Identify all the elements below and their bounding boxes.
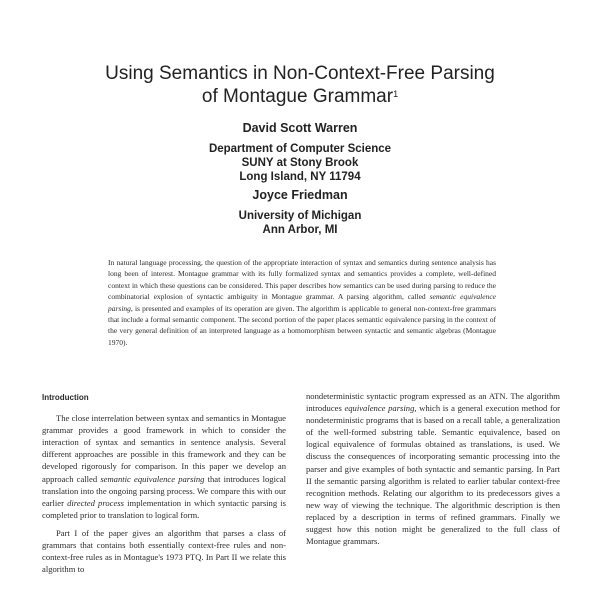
- text-run: implementation in which syntactic parsing is completed prior to translation to logical form.: [42, 497, 287, 520]
- emphasis-text: equivalence parsing: [344, 403, 415, 414]
- emphasis-text: directed process: [67, 497, 124, 508]
- title-footnote-mark: 1: [393, 89, 399, 99]
- author-block-1: [0, 120, 600, 184]
- abstract-emphasis: semantic equivalence parsing: [108, 292, 496, 313]
- section-heading: Introduction: [42, 393, 89, 402]
- left-column: [42, 392, 286, 581]
- text-run: that introduces logical translation into the ongoing parsing process. We compare this with our earlier: [42, 473, 286, 508]
- author-name: David Scott Warren: [242, 121, 358, 135]
- text-run: , which is a general execution method for nondeterministic programs that is based on a recall table, a generalization of the well-formed substring table. Semantic equivalence, based on logical equivalence of formulas obtained as translations, is used. We discuss the consequences of incorporating semantic processing into the parser and give examples of both syntactic and semantic parsing. In Part II the semantic parsing algorithm is related to earlier tabular context-free recognition methods. Relating our algorithm to its predecessors gives a new way of viewing the technique. The algorithmic description is then replaced by a description in terms of refined grammars. Finally we suggest how this notion might be generalized to the full class of Montague grammars.: [306, 403, 560, 547]
- affiliation-line: Long Island, NY 11794: [239, 171, 361, 183]
- abstract-text-2: , is presented and examples of its operation are given. The algorithm is applicable to general non-context-free grammars that include a formal semantic component. The second portion of the paper places semantic equivalence parsing in the context of the very general definition of an interpreted language as a homomorphism between syntactic and semantic algebras (Montague 1970).: [108, 303, 496, 347]
- paper-title: [0, 62, 600, 108]
- author-name: Joyce Friedman: [252, 188, 348, 202]
- author-block-2: [0, 187, 600, 237]
- affiliation-line: Department of Computer Science: [208, 143, 392, 155]
- abstract: [108, 257, 496, 348]
- paragraph: Part I of the paper gives an algorithm that parses a class of grammars that contains both essentially context-free rules and non-context-free rules as in Montague's 1973 PTQ. In Part II we relate this algorithm to: [42, 527, 286, 575]
- affiliation-line: Ann Arbor, MI: [262, 224, 338, 236]
- text-run: The close interrelation between syntax and semantics in Montague grammar provides a good framework in which to consider the interaction of syntax and semantics in sentence analysis. Several different approaches are possible in this framework and they can be developed rigorously for comparison. In this paper we develop an approach called: [42, 413, 286, 484]
- paragraph: [306, 390, 560, 547]
- abstract-text-1: In natural language processing, the question of the appropriate interaction of syntax and semantics during sentence analysis has long been of interest. Montague grammar with its fully formalized syntax and semantics provides a complete, well-defined context in which these questions can be considered. This paper describes how semantics can be used during parsing to reduce the combinatorial explosion of syntactic ambiguity in Montague grammar. A parsing algorithm, called: [108, 258, 496, 302]
- emphasis-text: semantic equivalence parsing: [100, 473, 205, 484]
- affiliation-line: University of Michigan: [238, 210, 362, 222]
- right-column: [306, 390, 560, 553]
- paragraph: [42, 412, 286, 521]
- title-line-1: Using Semantics in Non-Context-Free Parsing: [105, 63, 495, 84]
- text-run: nondeterministic syntactic program expressed as an ATN. The algorithm introduces: [306, 391, 560, 414]
- affiliation-line: SUNY at Stony Brook: [241, 157, 359, 169]
- title-line-2: [0, 85, 600, 108]
- title-line-2-text: of Montague Grammar: [201, 86, 394, 107]
